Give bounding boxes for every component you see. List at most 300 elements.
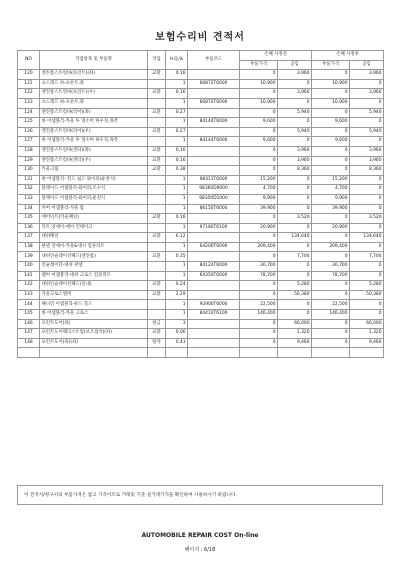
cell-after-labor: 5,280 [350, 281, 384, 291]
cell-item: 바 어셈블리-카울 크로스 [40, 310, 148, 320]
cell-before-labor: 0 [278, 79, 312, 89]
header-after: 손해 사정후 [312, 51, 384, 61]
cell-before-labor: 3,960 [278, 156, 312, 166]
cell-item: 프런트도어웨더스트립(보조접착)(좌) [40, 329, 148, 339]
cell-item: 판넬 앗세이-카울&대시 컴플리트 [40, 242, 148, 252]
cell-after-labor: 3,960 [350, 156, 384, 166]
cell-code: 64200T6000 [188, 242, 240, 252]
cell-work: 판금 [148, 319, 166, 329]
header-before-labor: 공임 [278, 60, 312, 70]
cell-before-labor: 8,360 [278, 166, 312, 176]
cell-item: 프런트도어(좌) [40, 319, 148, 329]
cell-hq: 0.16 [166, 89, 188, 99]
cell-after-labor: 0 [350, 204, 384, 214]
cell-no: 127 [18, 137, 40, 147]
table-row [18, 338, 384, 348]
cell-work [148, 271, 166, 281]
table-row [18, 310, 384, 320]
cell-before-parts: 30,700 [240, 262, 278, 272]
cell-before-parts: 0 [240, 70, 278, 80]
cell-after-labor [350, 348, 384, 358]
header-item: 작업항목 및 부품명 [40, 51, 148, 70]
cell-work: 교환 [148, 127, 166, 137]
table-row [18, 329, 384, 339]
cell-code: 66872T6000 [188, 98, 240, 108]
cell-work [148, 223, 166, 233]
cell-no: 132 [18, 185, 40, 195]
cell-after-parts: 9,600 [312, 118, 350, 128]
cell-hq: 1 [166, 300, 188, 310]
cell-after-labor: 0 [350, 79, 384, 89]
table-row [18, 185, 384, 195]
cell-work [148, 348, 166, 358]
cell-after-parts: 0 [312, 290, 350, 300]
cell-hq: 3 [166, 319, 188, 329]
cell-before-parts: 15,200 [240, 175, 278, 185]
cell-code [188, 166, 240, 176]
cell-hq: 0.27 [166, 108, 188, 118]
cell-code [188, 233, 240, 243]
cell-no: 145 [18, 310, 40, 320]
cell-after-parts: 0 [312, 233, 350, 243]
cell-item: 대쉬패널 [40, 233, 148, 243]
cell-hq: 1 [166, 204, 188, 214]
cell-after-parts: 0 [312, 214, 350, 224]
cell-before-parts [240, 348, 278, 358]
cell-no: 143 [18, 290, 40, 300]
cell-before-labor: 50,380 [278, 290, 312, 300]
cell-code [188, 290, 240, 300]
cell-after-parts: 30,700 [312, 262, 350, 272]
cell-code: 86150T6000 [188, 204, 240, 214]
table-row [18, 300, 384, 310]
cell-no: 138 [18, 242, 40, 252]
cell-before-labor: 1,320 [278, 329, 312, 339]
cell-code [188, 156, 240, 166]
cell-code [188, 214, 240, 224]
cell-no: 148 [18, 338, 40, 348]
cell-no: 123 [18, 98, 40, 108]
cell-before-parts: 0 [240, 329, 278, 339]
cell-item: 엔진룸스트럿바(프런트)(좌) [40, 70, 148, 80]
cell-after-labor: 0 [350, 310, 384, 320]
cell-work [148, 242, 166, 252]
cell-before-labor: 66,000 [278, 319, 312, 329]
table-row [18, 156, 384, 166]
cell-hq: 1 [166, 262, 188, 272]
cell-before-labor: 3,960 [278, 89, 312, 99]
cell-item: 프런트도어(좌)(좌) [40, 338, 148, 348]
cell-after-parts: 140,400 [312, 310, 350, 320]
cell-work: 교환 [148, 146, 166, 156]
cell-before-labor: 0 [278, 271, 312, 281]
table-row [18, 262, 384, 272]
header-code: 부품코드 [188, 51, 240, 70]
cell-before-labor: 0 [278, 300, 312, 310]
cell-item: 패니언 어셈블리-퓨드 홀드 [40, 300, 148, 310]
cell-hq: 0.35 [166, 252, 188, 262]
table-row [18, 194, 384, 204]
cell-code: 84144T6000 [188, 137, 240, 147]
cell-work: 교환 [148, 214, 166, 224]
cell-hq: 0.38 [166, 166, 188, 176]
cell-work [148, 262, 166, 272]
cell-before-parts: 0 [240, 146, 278, 156]
cell-work [148, 175, 166, 185]
cell-before-parts: 0 [240, 233, 278, 243]
cell-after-parts: 39,900 [312, 204, 350, 214]
cell-before-parts: 20,900 [240, 223, 278, 233]
footer-title: AUTOMOBILE REPAIR COST On-line [141, 532, 259, 539]
cell-before-labor: 5,940 [278, 108, 312, 118]
cell-code: 98311T6000 [188, 175, 240, 185]
cell-work [148, 79, 166, 89]
cell-after-labor: 0 [350, 185, 384, 195]
table-row [18, 89, 384, 99]
cell-before-labor: 7,700 [278, 252, 312, 262]
cell-before-parts: 9,600 [240, 137, 278, 147]
cell-code [188, 319, 240, 329]
cell-after-labor: 0 [350, 300, 384, 310]
cell-item: 블레이드 어셈블리-와이퍼,운전석 [40, 194, 148, 204]
cell-hq: 0.24 [166, 281, 188, 291]
cell-code [188, 329, 240, 339]
cell-after-labor: 0 [350, 175, 384, 185]
cell-before-parts: 9,900 [240, 194, 278, 204]
cell-after-parts: 22,500 [312, 300, 350, 310]
cell-before-parts: 9,600 [240, 118, 278, 128]
table-row [18, 204, 384, 214]
table-row [18, 175, 384, 185]
cell-before-labor: 3,960 [278, 70, 312, 80]
header-after-labor: 공임 [350, 60, 384, 70]
cell-hq: 0.16 [166, 214, 188, 224]
cell-code: 92900T6000 [188, 300, 240, 310]
page-title: 보험수리비 견적서 [155, 32, 245, 43]
cell-code [188, 70, 240, 80]
cell-after-parts: 9,900 [312, 194, 350, 204]
cell-no [18, 348, 40, 358]
cell-after-parts: 4,700 [312, 185, 350, 195]
table-row [18, 137, 384, 147]
cell-after-parts: 0 [312, 156, 350, 166]
cell-before-labor: 134,640 [278, 233, 312, 243]
cell-before-parts: 0 [240, 127, 278, 137]
cell-work [148, 194, 166, 204]
cell-work [148, 310, 166, 320]
cell-after-labor: 8,360 [350, 166, 384, 176]
cell-hq: 0.16 [166, 70, 188, 80]
cell-before-labor: 9,460 [278, 338, 312, 348]
cell-after-parts: 0 [312, 252, 350, 262]
cell-hq: 1 [166, 137, 188, 147]
cell-after-parts: 15,200 [312, 175, 350, 185]
cell-hq [166, 348, 188, 358]
header-no: NO [18, 51, 40, 70]
cell-no: 120 [18, 70, 40, 80]
cell-code: 98350D1000 [188, 194, 240, 204]
cell-before-parts: 0 [240, 319, 278, 329]
page-number: 페이지 : 6/18 [184, 547, 216, 553]
cell-before-parts: 0 [240, 338, 278, 348]
table-row [18, 108, 384, 118]
table-body [18, 70, 384, 358]
cell-item [40, 348, 148, 358]
cell-no: 124 [18, 108, 40, 118]
cell-no: 133 [18, 194, 40, 204]
cell-after-labor: 9,460 [350, 338, 384, 348]
cell-item: 바 어셈블리-카울 투 엎소버 하우징,좌측 [40, 137, 148, 147]
cell-item: 쇼드레드 바-프론트,좌 [40, 98, 148, 108]
cell-work [148, 204, 166, 214]
cell-before-labor: 0 [278, 175, 312, 185]
cell-after-labor: 0 [350, 194, 384, 204]
cell-after-parts: 0 [312, 281, 350, 291]
cell-hq: 6.12 [166, 233, 188, 243]
cell-before-parts: 140,400 [240, 310, 278, 320]
cell-before-parts: 39,900 [240, 204, 278, 214]
cell-code [188, 146, 240, 156]
cell-no: 129 [18, 156, 40, 166]
cell-code [188, 281, 240, 291]
table-row [18, 214, 384, 224]
table-row [18, 146, 384, 156]
table-row [18, 166, 384, 176]
cell-hq: 1 [166, 79, 188, 89]
table-row [18, 118, 384, 128]
cell-no: 121 [18, 79, 40, 89]
table-row [18, 290, 384, 300]
cell-after-parts: 10,900 [312, 79, 350, 89]
cell-no: 139 [18, 252, 40, 262]
header-hq: H.Q,% [166, 51, 188, 70]
cell-after-labor: 1,320 [350, 329, 384, 339]
cell-after-labor: 50,380 [350, 290, 384, 300]
cell-after-labor: 5,940 [350, 127, 384, 137]
cell-after-labor: 0 [350, 271, 384, 281]
cell-before-parts: 0 [240, 156, 278, 166]
cell-no: 135 [18, 214, 40, 224]
cell-before-parts: 0 [240, 214, 278, 224]
table-row [18, 70, 384, 80]
cell-work: 교환 [148, 156, 166, 166]
cell-code: 84124T6000 [188, 262, 240, 272]
cell-before-labor: 0 [278, 262, 312, 272]
cell-after-labor: 7,700 [350, 252, 384, 262]
cell-after-parts: 9,600 [312, 137, 350, 147]
cell-no: 137 [18, 233, 40, 243]
cell-after-parts: 0 [312, 108, 350, 118]
cell-work [148, 118, 166, 128]
notice-text: 이 견적서/청구서의 부품가격은 참고 가격이므로 거래및 기준 실거래가격을 확인하여 사용하시기 바랍니다. [17, 485, 383, 505]
cell-no: 147 [18, 329, 40, 339]
table-row [18, 127, 384, 137]
cell-work: 교환 [148, 89, 166, 99]
cell-code: 64350T6000 [188, 271, 240, 281]
cell-item: 멤버 어셈블리-대쉬 크로스 컴플리트 [40, 271, 148, 281]
cell-code: 97180T6100 [188, 223, 240, 233]
cell-work: 교환 [148, 329, 166, 339]
cell-work: 교환 [148, 70, 166, 80]
cell-before-labor: 3,960 [278, 146, 312, 156]
table-row [18, 252, 384, 262]
cell-after-parts: 0 [312, 338, 350, 348]
cell-work [148, 137, 166, 147]
cell-after-parts: 209,400 [312, 242, 350, 252]
cell-item: 대쉬인슐레이션패드(실내) [40, 281, 148, 291]
cell-item: 판 어셈블리- 윈드 쉴드 와이퍼(운전석) [40, 175, 148, 185]
cell-after-parts [312, 348, 350, 358]
cell-no: 126 [18, 127, 40, 137]
cell-after-labor: 5,940 [350, 108, 384, 118]
cell-no: 130 [18, 166, 40, 176]
cell-work [148, 185, 166, 195]
cell-after-parts: 78,700 [312, 271, 350, 281]
cell-no: 140 [18, 262, 40, 272]
cell-hq: 0.43 [166, 338, 188, 348]
cell-before-parts: 0 [240, 166, 278, 176]
cell-no: 141 [18, 271, 40, 281]
cell-hq: 1 [166, 242, 188, 252]
cell-before-parts: 0 [240, 290, 278, 300]
cell-code: 66872T6000 [188, 79, 240, 89]
cell-after-parts: 0 [312, 127, 350, 137]
table-row [18, 98, 384, 108]
cell-after-labor: 0 [350, 262, 384, 272]
cell-before-labor [278, 348, 312, 358]
cell-after-parts: 0 [312, 146, 350, 156]
cell-item: 커버 어셈블리-카울 톱 [40, 204, 148, 214]
cell-no: 146 [18, 319, 40, 329]
cell-before-labor: 0 [278, 194, 312, 204]
cell-before-labor: 0 [278, 98, 312, 108]
cell-work: 교환 [148, 233, 166, 243]
cell-after-labor: 3,960 [350, 146, 384, 156]
cell-code [188, 89, 240, 99]
cell-after-labor: 0 [350, 98, 384, 108]
cell-code [188, 252, 240, 262]
cell-work: 교환 [148, 252, 166, 262]
header-before-parts: 부품가격 [240, 60, 278, 70]
cell-before-parts: 10,900 [240, 98, 278, 108]
cell-work: 교환 [148, 281, 166, 291]
cell-no: 131 [18, 175, 40, 185]
cell-before-parts: 78,700 [240, 271, 278, 281]
cell-before-labor: 0 [278, 185, 312, 195]
cell-hq: 0.16 [166, 146, 188, 156]
cell-code: 84144T6000 [188, 118, 240, 128]
cell-item: 바 어셈블리-카울 투 엎소버 하우징,좌측 [40, 118, 148, 128]
cell-before-parts: 0 [240, 252, 278, 262]
cell-no: 144 [18, 300, 40, 310]
cell-hq: 1 [166, 185, 188, 195]
header-work: 작업 [148, 51, 166, 70]
cell-item: 엔진룸스트럿바(센터)(우) [40, 156, 148, 166]
table-row [18, 233, 384, 243]
cell-hq: 0.27 [166, 127, 188, 137]
cell-after-parts: 0 [312, 70, 350, 80]
header-before: 손해 사정전 [240, 51, 312, 61]
cell-work: 교환 [148, 166, 166, 176]
cell-item: 덕트 앗세이-에어 인테이크 [40, 223, 148, 233]
cell-hq: 1 [166, 271, 188, 281]
table-row [18, 223, 384, 233]
cell-item: 카울크로스멤버 [40, 290, 148, 300]
cell-before-labor: 0 [278, 137, 312, 147]
cell-after-parts: 0 [312, 329, 350, 339]
cell-hq: 1 [166, 175, 188, 185]
cell-after-labor: 3,520 [350, 214, 384, 224]
cell-hq: 1 [166, 194, 188, 204]
cell-before-parts: 4,700 [240, 185, 278, 195]
cell-work [148, 98, 166, 108]
cell-after-labor: 134,640 [350, 233, 384, 243]
table-row [18, 79, 384, 89]
cell-code [188, 108, 240, 118]
header-after-parts: 부품가격 [312, 60, 350, 70]
table-row [18, 271, 384, 281]
cell-before-parts: 22,500 [240, 300, 278, 310]
cell-hq: 0.06 [166, 329, 188, 339]
cell-no: 128 [18, 146, 40, 156]
cell-after-parts: 0 [312, 89, 350, 99]
cell-item: 엔진룸스트럿바(리어)(좌) [40, 108, 148, 118]
cell-before-labor: 0 [278, 204, 312, 214]
cell-code: 84410T6100 [188, 310, 240, 320]
cell-after-labor: 3,960 [350, 70, 384, 80]
cell-after-labor: 0 [350, 223, 384, 233]
cell-item: 엔진룸스트럿바(리어)(우) [40, 127, 148, 137]
cell-after-parts: 10,900 [312, 98, 350, 108]
cell-after-labor: 0 [350, 137, 384, 147]
cell-item: 쇼드레드 바-프론트,좌 [40, 79, 148, 89]
cell-hq: 1 [166, 98, 188, 108]
table-row-blank [18, 348, 384, 358]
cell-item: 엔진룸스트럿바(센터)(좌) [40, 146, 148, 156]
cell-after-labor: 66,000 [350, 319, 384, 329]
cell-after-labor: 3,960 [350, 89, 384, 99]
table-row [18, 319, 384, 329]
cell-no: 122 [18, 89, 40, 99]
cell-after-parts: 0 [312, 319, 350, 329]
table-row [18, 242, 384, 252]
cell-code [188, 338, 240, 348]
cell-code [188, 127, 240, 137]
cell-after-parts: 20,900 [312, 223, 350, 233]
cell-before-labor: 0 [278, 223, 312, 233]
cell-before-labor: 5,940 [278, 127, 312, 137]
cell-before-parts: 209,400 [240, 242, 278, 252]
cell-before-parts: 0 [240, 281, 278, 291]
cell-work [148, 300, 166, 310]
cell-before-parts: 10,900 [240, 79, 278, 89]
cell-before-parts: 0 [240, 108, 278, 118]
cell-before-labor: 0 [278, 242, 312, 252]
cell-code: 98360D9000 [188, 185, 240, 195]
cell-item: 에어덕트(카울패널) [40, 214, 148, 224]
cell-before-parts: 0 [240, 89, 278, 99]
cell-item: 대쉬인슐레이션패드(엔진룸) [40, 252, 148, 262]
cell-item: 인슐레이터-대쉬 판넬 [40, 262, 148, 272]
cell-work: 탈착 [148, 338, 166, 348]
cell-no: 136 [18, 223, 40, 233]
cell-after-parts: 0 [312, 166, 350, 176]
table-row [18, 281, 384, 291]
cell-before-labor: 5,280 [278, 281, 312, 291]
cell-code [188, 348, 240, 358]
cell-after-labor: 0 [350, 242, 384, 252]
cell-hq: 2.29 [166, 290, 188, 300]
